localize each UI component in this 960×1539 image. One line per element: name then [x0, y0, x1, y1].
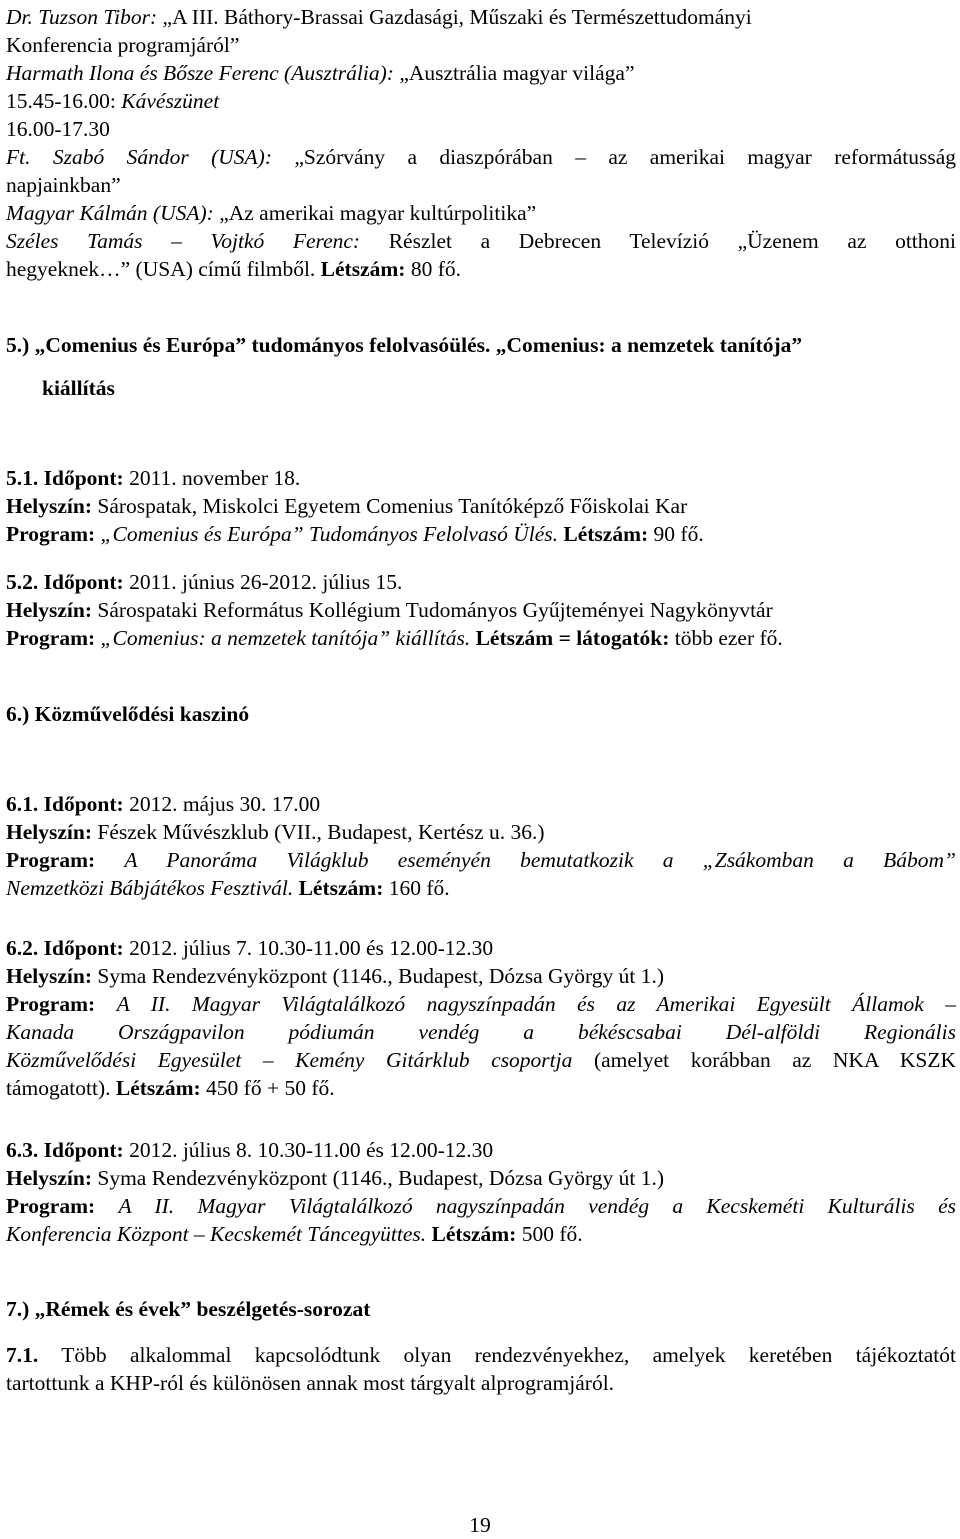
event-program: Program: „Comenius és Európa” Tudományos Felolvasó Ülés. Létszám: 90 fő.: [6, 522, 704, 546]
speaker: Ft. Szabó Sándor (USA):: [6, 145, 272, 169]
event-program: Program: A II. Magyar Világtalálkozó nagyszínpadán vendég a Kecskeméti Kulturális és: [6, 1194, 956, 1218]
talk-title: Konferencia programjáról”: [6, 33, 240, 57]
talk-title: hegyeknek…” (USA) című filmből.: [6, 257, 316, 281]
count-label: Létszám:: [320, 257, 406, 281]
event-place: Helyszín: Sárospatak, Miskolci Egyetem Comenius Tanítóképző Főiskolai Kar: [6, 494, 688, 518]
intro-line: [6, 87, 219, 115]
intro-line: [6, 199, 536, 227]
intro-line: [6, 227, 956, 255]
talk-title: Részlet a Debrecen Televízió „Üzenem az otthoni: [388, 229, 957, 253]
event-place: Helyszín: Fészek Művészklub (VII., Budapest, Kertész u. 36.): [6, 820, 545, 844]
talk-title: napjainkban”: [6, 173, 121, 197]
speaker: Magyar Kálmán (USA):: [6, 201, 214, 225]
event-program: Program: „Comenius: a nemzetek tanítója” kiállítás. Létszám = látogatók: több ezer fő.: [6, 626, 783, 650]
section-heading: kiállítás: [42, 376, 115, 400]
talk-title: „Ausztrália magyar világa”: [399, 61, 635, 85]
event-time: 6.3. Időpont: 2012. július 8. 10.30-11.00 és 12.00-12.30: [6, 1138, 494, 1162]
speaker: Dr. Tuzson Tibor:: [6, 5, 158, 29]
talk-title: „A III. Báthory-Brassai Gazdasági, Műszaki és Természettudományi: [162, 5, 752, 29]
event-time: 6.2. Időpont: 2012. július 7. 10.30-11.00 és 12.00-12.30: [6, 936, 494, 960]
paragraph-line: tartottunk a KHP-ról és különösen annak most tárgyalt alprogramjáról.: [6, 1371, 615, 1395]
break-label: Kávészünet: [121, 89, 220, 113]
event-program-cont: Közművelődési Egyesület – Kemény Gitárklub csoportja (amelyet korábban az NKA KSZK: [6, 1048, 957, 1072]
page-number: 19: [469, 1513, 491, 1537]
intro-line: [6, 31, 239, 59]
intro-line: [6, 3, 752, 31]
talk-title: „Az amerikai magyar kultúrpolitika”: [219, 201, 537, 225]
event-program-cont: Konferencia Központ – Kecskemét Táncegyüttes. Létszám: 500 fő.: [6, 1222, 583, 1246]
talk-title: „Szórvány a diaszpórában – az amerikai magyar reformátusság: [294, 145, 956, 169]
event-time: 5.2. Időpont: 2011. június 26-2012. július 15.: [6, 570, 403, 594]
section-heading: 6.) Közművelődési kaszinó: [6, 702, 250, 726]
count-value: 80 fő.: [410, 257, 461, 281]
time-slot: 16.00-17.30: [6, 117, 110, 141]
intro-line: [6, 59, 635, 87]
section-heading: 5.) „Comenius és Európa” tudományos felolvasóülés. „Comenius: a nemzetek tanítója”: [6, 333, 803, 357]
intro-line: [6, 171, 121, 199]
event-program-cont: támogatott). Létszám: 450 fő + 50 fő.: [6, 1076, 335, 1100]
event-program: Program: A II. Magyar Világtalálkozó nagyszínpadán és az Amerikai Egyesült Államok –: [6, 992, 956, 1016]
event-time: 6.1. Időpont: 2012. május 30. 17.00: [6, 792, 321, 816]
event-program-cont: Nemzetközi Bábjátékos Fesztivál. Létszám: 160 fő.: [6, 876, 450, 900]
event-program-cont: Kanada Országpavilon pódiumán vendég a békéscsabai Dél-alföldi Regionális: [6, 1020, 956, 1044]
paragraph-line: 7.1. Több alkalommal kapcsolódtunk olyan rendezvényekhez, amelyek keretében tájékoztatót: [6, 1343, 956, 1367]
section-heading: 7.) „Rémek és évek” beszélgetés-sorozat: [6, 1297, 371, 1321]
event-time: 5.1. Időpont: 2011. november 18.: [6, 466, 301, 490]
event-place: Helyszín: Syma Rendezvényközpont (1146., Budapest, Dózsa György út 1.): [6, 964, 665, 988]
speaker: Széles Tamás – Vojtkó Ferenc:: [6, 229, 361, 253]
intro-line: [6, 143, 956, 171]
event-program: Program: A Panoráma Világklub eseményén bemutatkozik a „Zsákomban a Bábom”: [6, 848, 957, 872]
event-place: Helyszín: Syma Rendezvényközpont (1146., Budapest, Dózsa György út 1.): [6, 1166, 665, 1190]
intro-line: [6, 115, 110, 143]
speaker: Harmath Ilona és Bősze Ferenc (Ausztrália):: [6, 61, 394, 85]
event-place: Helyszín: Sárospataki Református Kollégium Tudományos Gyűjteményei Nagykönyvtár: [6, 598, 773, 622]
intro-line: [6, 255, 461, 283]
time-slot: 15.45-16.00:: [6, 89, 116, 113]
